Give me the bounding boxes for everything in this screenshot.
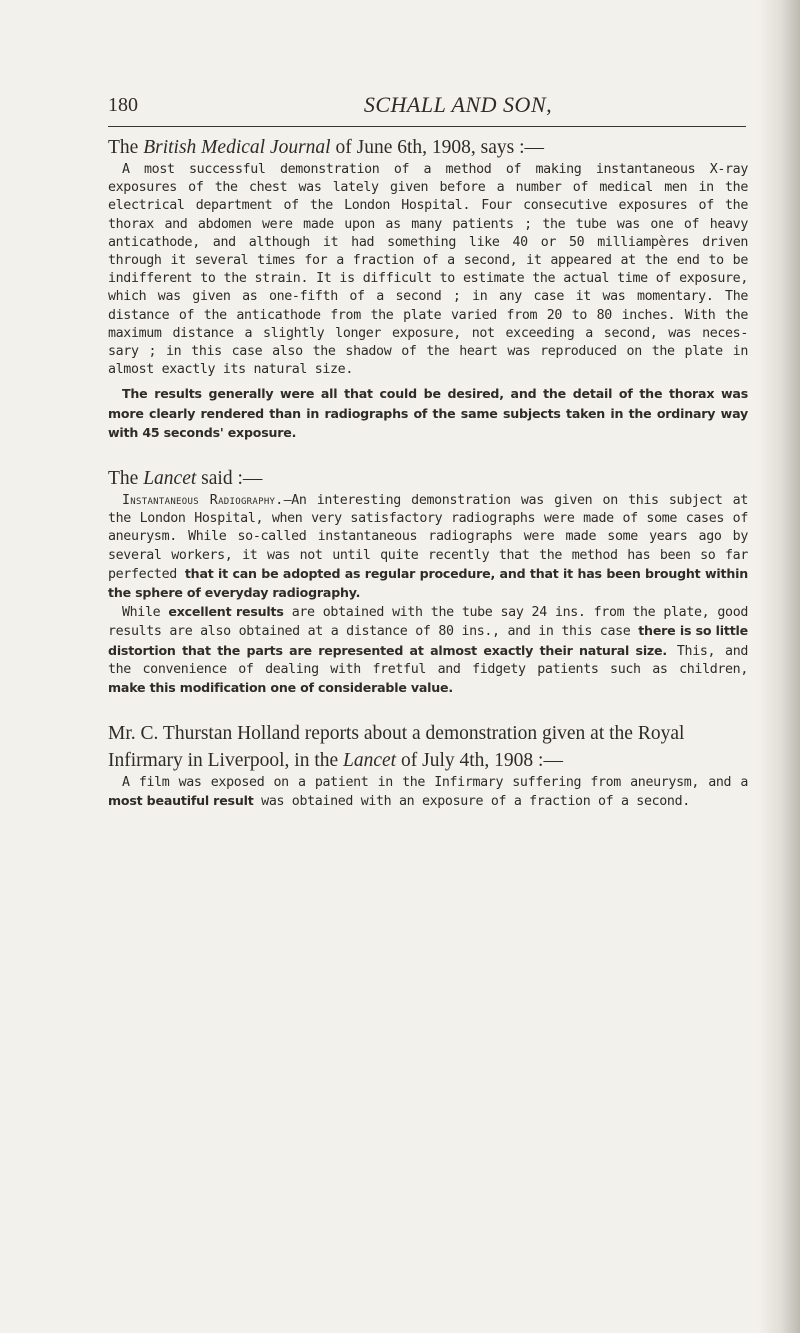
section1-paragraph-1: A most successful demonstration of a method of making instantaneous X-ray exposures of the chest was lately given before a number of medical men in the electrical department of the London Hospital. Four consecutive exposures of the thorax and abdomen were made upon as many patients ; the tube was one of heavy anticathode, and although it had something like 40 or 50 milliampères driven through it several times for a fraction of a second, it appeared at the end to be indifferent to the strain. It is difficult to estimate the actual time of exposure, which was given as one-fifth of a second ; in any case it was momentary. The distance of the anticathode from the plate varied from 20 to 80 inches. With the maximum distance a slightly longer exposure, not exceeding a second, was neces- sary ; in this case also the shadow of the heart was reproduced on the plate in almost exactly its natural size. xyxy=(108,162,748,378)
section3-para-b: was obtained with an exposure of a fraction of a second. xyxy=(253,794,690,810)
section2-intro-post: said :— xyxy=(196,468,263,490)
section2-paragraph-2 xyxy=(108,603,748,698)
section2-para2-bold3: make this modification one of considerable value. xyxy=(108,680,453,696)
section1-intro xyxy=(108,134,748,161)
section2-paragraph-1 xyxy=(108,492,748,603)
section2-journal-title: Lancet xyxy=(143,468,197,490)
section3-para-a: A film was exposed on a patient in the Infirmary suffering from aneurysm, and a xyxy=(122,775,748,791)
section2-para2-c: This, and the convenience of dealing with fretful and fidgety patients such as children, xyxy=(108,643,749,677)
section1-bold-text: The results generally were all that could be desired, and the detail of the thorax was more clearly rendered than in radiographs of the same subjects taken in the ordinary way with 45 seconds' exposure. xyxy=(108,386,748,440)
section2-heading: Instantaneous Radiography. xyxy=(122,493,284,509)
page-number: 180 xyxy=(108,94,138,116)
section1-journal-title: British Medical Journal xyxy=(143,137,331,158)
section2-para2-bold2: there is so little distortion that the parts are represented at almost exactly their natural size. xyxy=(108,623,748,658)
section3-journal-title: Lancet xyxy=(343,750,397,772)
section2-para2-bold1: excellent results xyxy=(168,604,284,620)
section3-para-bold: most beautiful result xyxy=(108,793,254,809)
section2-intro xyxy=(108,465,748,492)
section3-intro-pre: Mr. C. Thurstan Holland reports about a demonstration given at the Royal Infirmary in Liverpool, in the xyxy=(108,723,685,772)
page-header xyxy=(108,92,746,127)
section1-paragraph-2 xyxy=(108,385,748,443)
section1-intro-post: of June 6th, 1908, says :— xyxy=(330,137,545,158)
running-head: SCHALL AND SON, xyxy=(363,92,553,117)
section2-para1-text: —An interesting demonstration was given on this subject at the London Hospital, when very satisfactory radiographs were made of some cases of aneurysm. While so-called instantaneous radiographs were made some years ago by several workers, it was not until quite recently that the method has been so far perfected xyxy=(108,493,748,582)
section3-paragraph xyxy=(108,774,748,811)
page-body xyxy=(108,134,748,812)
section2-para1-bold: that it can be adopted as regular procedure, and that it has been brought within the sphere of everyday radiography. xyxy=(108,565,748,601)
section1-intro-pre: The xyxy=(108,137,144,158)
section2-para2-b: are obtained with the tube say 24 ins. from the plate, good results are also obtained at a distance of 80 ins., and in this case xyxy=(108,605,749,640)
section2-para2-a: While xyxy=(122,605,169,621)
section3-intro-post: of July 4th, 1908 :— xyxy=(396,750,563,772)
section2-intro-pre: The xyxy=(108,468,144,490)
page-edge-shadow xyxy=(758,0,800,1333)
section3-intro xyxy=(108,720,748,774)
